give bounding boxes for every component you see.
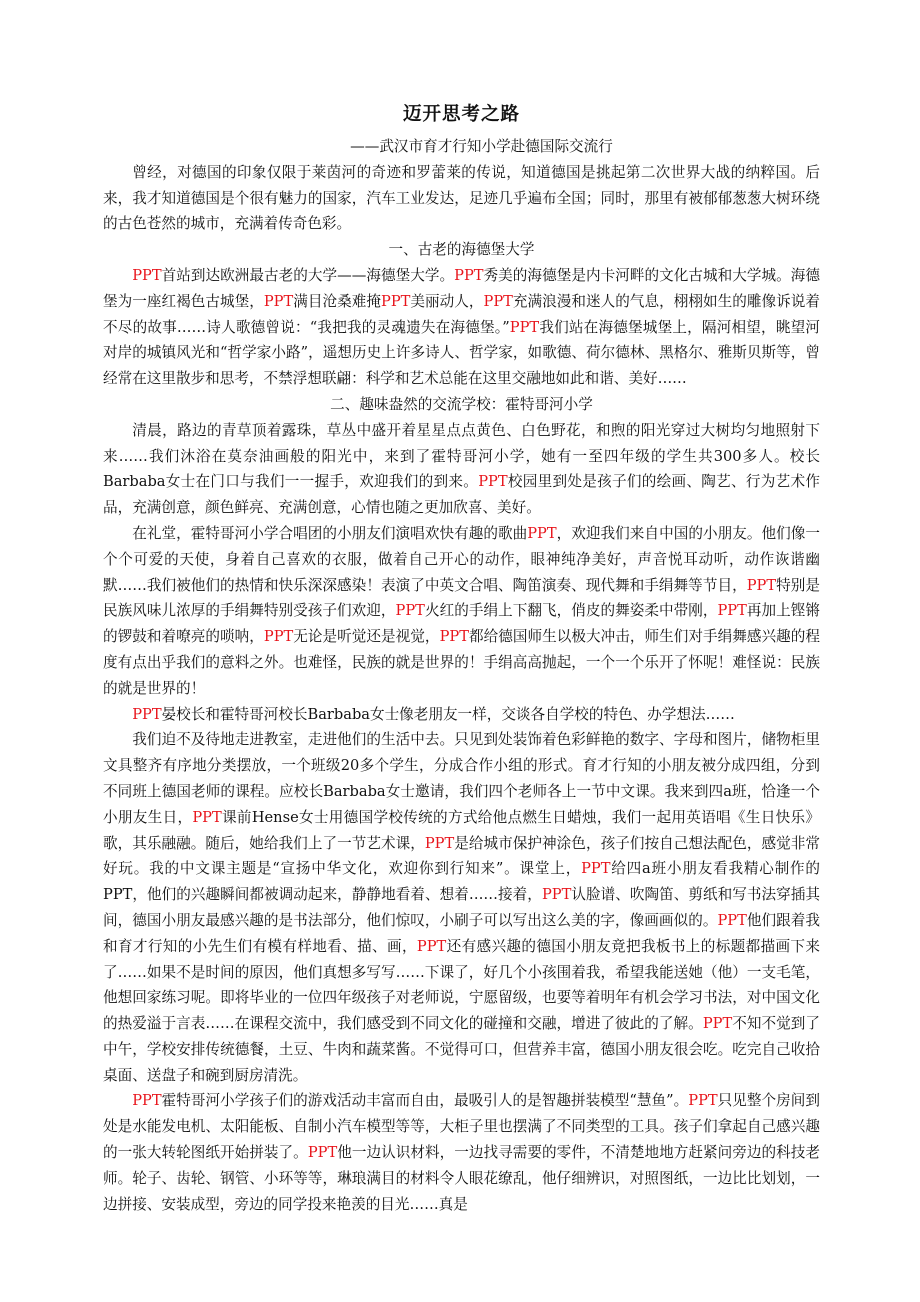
ppt-marker: PPT (541, 886, 572, 904)
ppt-marker: PPT (717, 911, 747, 929)
paragraph (103, 160, 820, 237)
paragraph-text: 课前Hense女士用德国学校传统的方式给他点燃生日蜡烛，我们一起用英语唱《生日快乐》歌，其乐融融。随后，她给我们上了一节艺术课， (103, 808, 820, 852)
ppt-marker: PPT (132, 705, 162, 723)
ppt-marker: PPT (416, 937, 447, 955)
paragraph-text: 我们迫不及待地走进教室，走进他们的生活中去。只见到处装饰着色彩鲜艳的数字、字母和图片，储物柜里文具整齐有序地分类摆放，一个班级20多个学生，分成合作小组的形式。育才行知的小朋友被分成四组，分到不同班上德国老师的课程。应校长Barbaba女士邀请，我们四个老师各上一节中文课。我来到四a班，恰逢一个小朋友生日， (103, 731, 820, 826)
paragraph-text: 无论是听觉还是视觉， (293, 628, 440, 646)
paragraph-text: 他们跟着我和育才行知的小先生们有模有样地看、描、画， (103, 911, 820, 955)
paragraph-text: 不知不觉到了中午，学校安排传统德餐，土豆、牛肉和蔬菜酱。不觉得可口，但营养丰富，德国小朋友很会吃。吃完自己收拾桌面、送盘子和碗到厨房清洗。 (103, 1015, 820, 1084)
ppt-marker: PPT (454, 266, 484, 284)
paragraph-text: 首站到达欧洲最古老的大学——海德堡大学。 (161, 266, 455, 284)
paragraph-text: 还有感兴趣的德国小朋友竟把我板书上的标题都描画下来了……如果不是时间的原因，他们真想多写写……下课了，好几个小孩围着我，希望我能送她（他）一支毛笔，他想回家练习呢。即将毕业的一位四年级孩子对老师说，宁愿留级，也要等着明年有机会学习书法，对中国文化的热爱溢于言表……在课程交流中，我们感受到不同文化的碰撞和交融，增进了彼此的了解。 (103, 937, 820, 1033)
document-body (103, 160, 820, 1218)
paragraph-text: 秀美的海德堡是内卡河畔的文化古城和大学城。海德堡为一座红褐色古城堡， (103, 266, 820, 310)
section-heading: 一、古老的海德堡大学 (388, 241, 535, 259)
paragraph-text: 满目沧桑难掩 (293, 292, 381, 310)
paragraph-text: 只见整个房间到处是水能发电机、太阳能板、自制小汽车模型等等，大柜子里也摆满了不同类型的工具。孩子们拿起自己感兴趣的一张大转轮图纸开始拼装了。 (103, 1092, 820, 1162)
ppt-marker: PPT (395, 602, 425, 620)
paragraph-text: 美丽动人， (410, 292, 484, 310)
paragraph (103, 418, 820, 521)
document-subtitle: ——武汉市育才行知小学赴德国际交流行 (350, 138, 613, 155)
document-title: 迈开思考之路 (402, 104, 520, 125)
paragraph-text: 在礼堂，霍特哥河小学合唱团的小朋友们演唱欢快有趣的歌曲 (132, 524, 528, 542)
paragraph-text: 给四a班小朋友看我精心制作的PPT，他们的兴趣瞬间都被调动起来，静静地看着、想着……接着， (103, 860, 820, 904)
ppt-marker: PPT (746, 576, 777, 594)
ppt-marker: PPT (509, 318, 540, 336)
paragraph-text: 特别是民族风味儿浓厚的手绢舞特别受孩子们欢迎， (103, 576, 820, 620)
paragraph-text: 曾经，对德国的印象仅限于莱茵河的奇迹和罗蕾莱的传说，知道德国是挑起第二次世界大战的纳粹国。后来，我才知道德国是个很有魅力的国家，汽车工业发达，足迹几乎遍布全国；同时，那里有被郁郁葱葱大树环绕的古色苍然的城市，充满着传奇色彩。 (103, 163, 820, 233)
paragraph-text: 都给德国师生以极大冲击，师生们对手绢舞感兴趣的程度有点出乎我们的意料之外。也难怪，民族的就是世界的！手绢高高抛起，一个一个乐开了怀呢！难怪说：民族的就是世界的！ (103, 628, 820, 697)
paragraph-text: 充满浪漫和迷人的气息，栩栩如生的雕像诉说着不尽的故事……诗人歌德曾说：“我把我的灵魂遗失在海德堡。” (103, 292, 820, 336)
ppt-marker: PPT (717, 602, 747, 620)
ppt-marker: PPT (424, 834, 455, 852)
paragraph-text: 火红的手绢上下翻飞，俏皮的舞姿柔中带刚， (424, 602, 718, 620)
paragraph-text: 再加上铿锵的锣鼓和着嘹亮的唢呐， (103, 602, 820, 646)
paragraph (103, 1088, 820, 1217)
ppt-marker: PPT (263, 292, 294, 310)
ppt-marker: PPT (439, 628, 469, 646)
ppt-marker: PPT (263, 628, 294, 646)
paragraph-text: 清晨，路边的青草顶着露珠，草丛中盛开着星星点点黄色、白色野花，和煦的阳光穿过大树均匀地照射下来……我们沐浴在莫奈油画般的阳光中，来到了霍特哥河小学，她有一至四年级的学生共300多人。校长Barbaba女士在门口与我们一一握手，欢迎我们的到来。 (103, 421, 820, 491)
paragraph-text: 校园里到处是孩子们的绘画、陶艺、行为艺术作品，充满创意，颜色鲜亮、充满创意，心情也随之更加欣喜、美好。 (103, 473, 820, 517)
ppt-marker: PPT (478, 473, 508, 491)
paragraph-text: 霍特哥河小学孩子们的游戏活动丰富而自由，最吸引人的是智趣拼装模型“慧鱼”。 (161, 1092, 689, 1110)
ppt-marker: PPT (132, 266, 162, 284)
section-heading: 二、趣味盎然的交流学校：霍特哥河小学 (330, 395, 593, 413)
ppt-marker: PPT (307, 1144, 338, 1162)
ppt-marker: PPT (581, 860, 611, 878)
ppt-marker: PPT (192, 808, 222, 826)
paragraph (103, 263, 820, 392)
paragraph-text: 是给城市保护神涂色，孩子们按自己想法配色，感觉非常好玩。我的中文课主题是“宣扬中华文化，欢迎你到行知来”。课堂上， (103, 834, 820, 878)
ppt-marker: PPT (527, 524, 557, 542)
document-page (103, 100, 820, 1217)
paragraph-text: 他一边认识材料，一边找寻需要的零件，不清楚地地方赶紧问旁边的科技老师。轮子、齿轮、钢管、小环等等，琳琅满目的材料令人眼花缭乱，他仔细辨识，对照图纸，一边比比划划，一边拼接、安装成型，旁边的同学投来艳羡的目光……真是 (103, 1144, 820, 1213)
ppt-marker: PPT (702, 1015, 733, 1033)
ppt-marker: PPT (483, 292, 513, 310)
paragraph-text: ，欢迎我们来自中国的小朋友。他们像一个个可爱的天使，身着自己喜欢的衣服，做着自己开心的动作，眼神纯净美好，声音悦耳动听，动作诙谐幽默……我们被他们的热情和快乐深深感染！表演了中英文合唱、陶笛演奏、现代舞和手绢舞等节目， (103, 524, 820, 594)
paragraph-text: 认脸谱、吹陶笛、剪纸和写书法穿插其间，德国小朋友最感兴趣的是书法部分，他们惊叹，小刷子可以写出这么美的字，像画画似的。 (103, 886, 820, 929)
paragraph-text: 晏校长和霍特哥河校长Barbaba女士像老朋友一样，交谈各自学校的特色、办学想法…… (161, 705, 735, 723)
ppt-marker: PPT (381, 292, 411, 310)
paragraph (103, 702, 820, 728)
paragraph (103, 727, 820, 1088)
paragraph (103, 521, 820, 702)
paragraph-text: 我们站在海德堡城堡上，隔河相望，眺望河对岸的城镇风光和“哲学家小路”，遥想历史上许多诗人、哲学家，如歌德、荷尔德林、黑格尔、雅斯贝斯等，曾经常在这里散步和思考，不禁浮想联翩：科学和艺术总能在这里交融地如此和谐、美好…… (103, 318, 820, 388)
ppt-marker: PPT (688, 1092, 718, 1110)
ppt-marker: PPT (132, 1092, 162, 1110)
